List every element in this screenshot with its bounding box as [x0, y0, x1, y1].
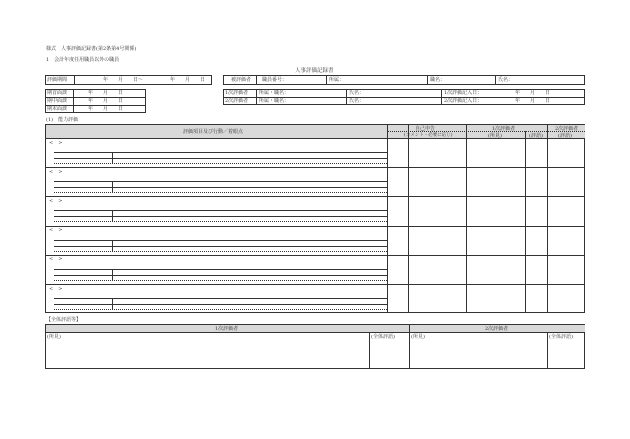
- self-report-rating-cell[interactable]: [388, 227, 407, 254]
- interview-start-label: 期首面談: [47, 90, 68, 96]
- second-evaluator-header: 2次評価者: [555, 126, 579, 132]
- ability-item-bracket[interactable]: < >: [49, 227, 63, 234]
- first-evaluator-opinion-header: (所見): [488, 133, 502, 139]
- overall-first-rating[interactable]: (全体評語): [371, 334, 395, 340]
- first-evaluator-date[interactable]: 年 月 日: [515, 90, 551, 96]
- self-report-rating-cell[interactable]: [388, 285, 407, 312]
- self-report-rating-cell[interactable]: [388, 256, 407, 283]
- second-evaluator-rating-cell[interactable]: [548, 197, 584, 224]
- first-evaluator-opinion-cell[interactable]: [467, 227, 524, 254]
- second-evaluator-rating-cell[interactable]: [548, 139, 584, 166]
- ability-behavior-divider: [112, 240, 113, 251]
- first-evaluator-date-label: 1次評価記入日：: [444, 90, 483, 96]
- ability-behavior-line: [54, 304, 387, 305]
- first-evaluator-rating-cell[interactable]: [526, 256, 546, 283]
- ability-item-bracket[interactable]: < >: [49, 285, 63, 292]
- ability-item-bracket[interactable]: < >: [49, 168, 63, 175]
- overall-first-opinion[interactable]: (所見): [47, 334, 61, 340]
- second-evaluator-rating-cell[interactable]: [548, 285, 584, 312]
- evaluatee-label: 被評価者: [231, 77, 252, 83]
- ability-behavior-line: [54, 298, 387, 299]
- second-evaluator-label: 2次評価者: [225, 98, 249, 104]
- second-evaluator-rating-header: (評語): [558, 133, 572, 139]
- first-evaluator-rating-header: (評語): [529, 133, 543, 139]
- ability-behavior-line: [54, 251, 387, 252]
- first-evaluator-name[interactable]: 氏名：: [349, 90, 365, 96]
- interview-end-date[interactable]: 年 月 日: [88, 106, 124, 112]
- job-title-field[interactable]: 職名：: [430, 77, 446, 83]
- first-evaluator-opinion-cell[interactable]: [467, 197, 524, 224]
- ability-behavior-line: [54, 210, 387, 211]
- overall-section-label: 【全体評語等】: [46, 317, 82, 323]
- name-field[interactable]: 氏名：: [498, 77, 514, 83]
- ability-behavior-line: [54, 221, 387, 222]
- self-report-rating-cell[interactable]: [388, 139, 407, 166]
- first-evaluator-opinion-cell[interactable]: [467, 168, 524, 195]
- ability-behavior-line: [54, 187, 387, 188]
- self-report-rating-cell[interactable]: [388, 197, 407, 224]
- second-evaluator-name[interactable]: 氏名：: [349, 98, 365, 104]
- second-evaluator-rating-cell[interactable]: [548, 168, 584, 195]
- first-evaluator-rating-cell[interactable]: [526, 227, 546, 254]
- interview-mid-label: 期中面談: [47, 98, 68, 104]
- staff-number-field[interactable]: 職員番号：: [262, 77, 288, 83]
- self-report-comment-cell[interactable]: [409, 227, 465, 254]
- self-report-rating-cell[interactable]: [388, 168, 407, 195]
- ability-behavior-line: [54, 158, 387, 159]
- period-start[interactable]: 年 月 日～: [103, 77, 144, 83]
- ability-item-bracket[interactable]: < >: [49, 197, 63, 204]
- first-evaluator-affiliation[interactable]: 所属・職名：: [259, 90, 290, 96]
- self-report-comment-cell[interactable]: [409, 197, 465, 224]
- first-evaluator-opinion-cell[interactable]: [467, 285, 524, 312]
- ability-behavior-line: [54, 152, 387, 153]
- period-label: 評価期間: [47, 77, 68, 83]
- self-report-comment-cell[interactable]: [409, 168, 465, 195]
- second-evaluator-date[interactable]: 年 月 日: [515, 98, 551, 104]
- ability-behavior-line: [54, 246, 387, 247]
- self-report-subheader: (コメント・必要に応じ): [404, 133, 453, 138]
- second-evaluator-date-label: 2次評価記入日：: [444, 98, 483, 104]
- period-end[interactable]: 年 月 日: [170, 77, 206, 83]
- second-evaluator-rating-cell[interactable]: [548, 256, 584, 283]
- interview-mid-date[interactable]: 年 月 日: [88, 98, 124, 104]
- ability-behavior-divider: [112, 269, 113, 280]
- first-evaluator-header: 1次評価者: [492, 126, 516, 132]
- overall-second-rating[interactable]: (全体評語): [549, 334, 573, 340]
- ability-behavior-line: [54, 163, 387, 164]
- first-evaluator-rating-cell[interactable]: [526, 285, 546, 312]
- ability-behavior-divider: [112, 152, 113, 163]
- ability-behavior-divider: [112, 298, 113, 309]
- first-evaluator-rating-cell[interactable]: [526, 197, 546, 224]
- self-report-comment-cell[interactable]: [409, 285, 465, 312]
- ability-behavior-line: [54, 269, 387, 270]
- form-label: 様式 人事評価記録書(第2条第4号関係): [46, 46, 137, 52]
- ability-item-bracket[interactable]: < >: [49, 256, 63, 263]
- ability-behavior-line: [54, 216, 387, 217]
- ability-behavior-divider: [112, 210, 113, 221]
- first-evaluator-opinion-cell[interactable]: [467, 256, 524, 283]
- first-evaluator-opinion-cell[interactable]: [467, 139, 524, 166]
- interview-start-date[interactable]: 年 月 日: [88, 90, 124, 96]
- self-report-comment-cell[interactable]: [409, 256, 465, 283]
- ability-items-header: 評価項目及び行動／着眼点: [183, 129, 244, 135]
- affiliation-field[interactable]: 所属：: [329, 77, 345, 83]
- document-title: 人事評価記録書: [295, 68, 334, 74]
- ability-behavior-line: [54, 192, 387, 193]
- self-report-header: 自己申告: [415, 126, 436, 132]
- self-report-comment-cell[interactable]: [409, 139, 465, 166]
- first-evaluator-rating-cell[interactable]: [526, 139, 546, 166]
- second-evaluator-rating-cell[interactable]: [548, 227, 584, 254]
- overall-first-header: 1次評価者: [215, 326, 239, 332]
- second-evaluator-affiliation[interactable]: 所属・職名：: [259, 98, 290, 104]
- interview-end-label: 期末面談: [47, 106, 68, 112]
- ability-section-label: (1) 能力評価: [46, 117, 79, 123]
- ability-behavior-line: [54, 309, 387, 310]
- overall-second-opinion[interactable]: (所見): [411, 334, 425, 340]
- first-evaluator-label: 1次評価者: [225, 90, 249, 96]
- section-title: 1 会計年度任用職員以外の職員: [46, 57, 120, 63]
- first-evaluator-rating-cell[interactable]: [526, 168, 546, 195]
- overall-second-header: 2次評価者: [485, 326, 509, 332]
- ability-item-bracket[interactable]: < >: [49, 139, 63, 146]
- ability-behavior-line: [54, 275, 387, 276]
- ability-behavior-line: [54, 280, 387, 281]
- ability-behavior-line: [54, 240, 387, 241]
- ability-behavior-divider: [112, 181, 113, 192]
- ability-behavior-line: [54, 181, 387, 182]
